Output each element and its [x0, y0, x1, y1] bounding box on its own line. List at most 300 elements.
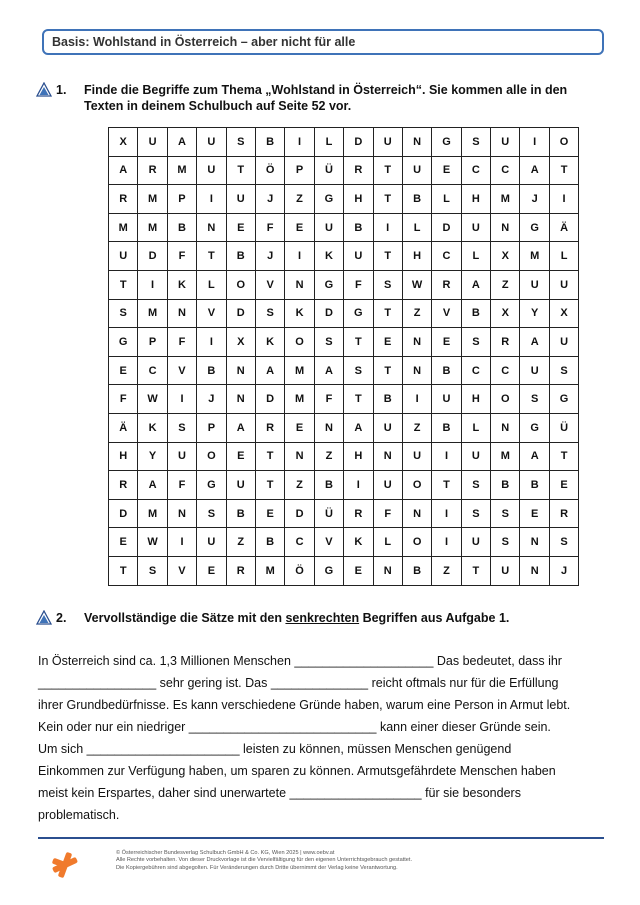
grid-row — [109, 556, 579, 585]
grid-cell: R — [109, 185, 138, 214]
grid-cell: I — [549, 185, 578, 214]
grid-cell: B — [402, 556, 431, 585]
grid-cell: N — [491, 213, 520, 242]
grid-cell: M — [138, 213, 167, 242]
grid-cell: T — [432, 471, 461, 500]
grid-cell: T — [109, 270, 138, 299]
grid-cell: D — [138, 242, 167, 271]
publisher-logo — [50, 850, 80, 880]
grid-cell: T — [373, 185, 402, 214]
task-2-text-after: Begriffen aus Aufgabe 1. — [359, 611, 510, 625]
grid-cell: N — [167, 499, 196, 528]
grid-cell: Ö — [285, 556, 314, 585]
grid-cell: U — [432, 385, 461, 414]
grid-cell: R — [226, 556, 255, 585]
grid-cell: R — [432, 270, 461, 299]
task-2-text-underlined: senkrechten — [285, 611, 360, 625]
grid-cell: I — [520, 128, 549, 157]
grid-cell: Z — [402, 413, 431, 442]
grid-cell: N — [491, 413, 520, 442]
grid-cell: F — [167, 242, 196, 271]
grid-cell: B — [255, 528, 284, 557]
footer-divider — [38, 837, 604, 839]
grid-cell: S — [109, 299, 138, 328]
grid-cell: Z — [314, 442, 343, 471]
grid-cell: B — [314, 471, 343, 500]
grid-cell: U — [226, 185, 255, 214]
grid-cell: L — [197, 270, 226, 299]
grid-cell: G — [549, 385, 578, 414]
grid-cell: T — [461, 556, 490, 585]
grid-cell: N — [226, 356, 255, 385]
grid-cell: O — [402, 528, 431, 557]
grid-cell: G — [344, 299, 373, 328]
grid-row — [109, 499, 579, 528]
grid-cell: I — [373, 213, 402, 242]
grid-cell: N — [373, 556, 402, 585]
grid-cell: N — [402, 356, 431, 385]
paragraph-line: ihrer Grundbedürfnisse. Es kann verschiedene Gründe haben, warum eine Person in Armut lebt. — [38, 698, 571, 712]
paragraph-line: Einkommen zur Verfügung haben, um sparen zu können. Armutsgefährdete Menschen haben — [38, 764, 556, 778]
grid-cell: U — [138, 128, 167, 157]
grid-cell: C — [491, 156, 520, 185]
paragraph-line: Kein oder nur ein niedriger ___________________________ kann einer dieser Gründe sein. — [38, 720, 551, 734]
grid-cell: O — [402, 471, 431, 500]
grid-cell: U — [373, 413, 402, 442]
grid-cell: B — [373, 385, 402, 414]
grid-cell: B — [197, 356, 226, 385]
grid-cell: D — [344, 128, 373, 157]
grid-cell: A — [255, 356, 284, 385]
grid-cell: L — [314, 128, 343, 157]
grid-row — [109, 413, 579, 442]
grid-cell: S — [461, 499, 490, 528]
grid-cell: L — [402, 213, 431, 242]
grid-cell: O — [549, 128, 578, 157]
grid-cell: I — [138, 270, 167, 299]
grid-cell: H — [461, 385, 490, 414]
grid-cell: U — [344, 242, 373, 271]
grid-cell: V — [167, 556, 196, 585]
grid-cell: P — [138, 328, 167, 357]
grid-cell: N — [402, 499, 431, 528]
grid-cell: M — [138, 299, 167, 328]
grid-cell: G — [197, 471, 226, 500]
grid-cell: F — [314, 385, 343, 414]
task-2-text-before: Vervollständige die Sätze mit den — [84, 611, 286, 625]
grid-cell: R — [549, 499, 578, 528]
grid-cell: H — [402, 242, 431, 271]
grid-cell: A — [167, 128, 196, 157]
grid-cell: D — [255, 385, 284, 414]
grid-cell: T — [373, 299, 402, 328]
grid-cell: F — [344, 270, 373, 299]
grid-row — [109, 356, 579, 385]
grid-cell: E — [285, 413, 314, 442]
grid-cell: I — [344, 471, 373, 500]
grid-cell: K — [285, 299, 314, 328]
grid-cell: L — [461, 413, 490, 442]
grid-cell: B — [491, 471, 520, 500]
grid-cell: S — [226, 128, 255, 157]
grid-cell: B — [432, 413, 461, 442]
grid-cell: E — [109, 356, 138, 385]
grid-cell: A — [461, 270, 490, 299]
grid-cell: U — [373, 128, 402, 157]
grid-cell: M — [138, 499, 167, 528]
grid-cell: E — [432, 328, 461, 357]
grid-cell: Y — [138, 442, 167, 471]
grid-cell: P — [285, 156, 314, 185]
grid-cell: B — [520, 471, 549, 500]
grid-cell: C — [461, 356, 490, 385]
grid-cell: G — [314, 270, 343, 299]
grid-cell: U — [461, 442, 490, 471]
task-1 — [36, 82, 596, 116]
grid-cell: R — [344, 156, 373, 185]
grid-cell: A — [314, 356, 343, 385]
grid-cell: T — [226, 156, 255, 185]
paragraph-line: meist kein Erspartes, daher sind unerwartete ___________________ für sie besonders — [38, 786, 521, 800]
grid-cell: F — [109, 385, 138, 414]
grid-cell: B — [255, 128, 284, 157]
grid-cell: M — [255, 556, 284, 585]
grid-cell: X — [491, 242, 520, 271]
grid-cell: H — [344, 185, 373, 214]
grid-cell: P — [167, 185, 196, 214]
task-2 — [36, 610, 596, 628]
grid-row — [109, 442, 579, 471]
grid-cell: R — [255, 413, 284, 442]
grid-cell: E — [285, 213, 314, 242]
grid-cell: R — [344, 499, 373, 528]
grid-cell: S — [314, 328, 343, 357]
grid-cell: Z — [285, 185, 314, 214]
grid-cell: U — [402, 442, 431, 471]
grid-cell: O — [491, 385, 520, 414]
grid-cell: U — [549, 328, 578, 357]
grid-row — [109, 528, 579, 557]
grid-row — [109, 328, 579, 357]
grid-cell: K — [344, 528, 373, 557]
grid-cell: W — [402, 270, 431, 299]
grid-cell: T — [344, 385, 373, 414]
grid-cell: N — [402, 128, 431, 157]
grid-cell: U — [197, 128, 226, 157]
grid-cell: X — [491, 299, 520, 328]
task-1-instruction: Finde die Begriffe zum Thema „Wohlstand in Österreich“. Sie kommen alle in den Texten in deinem Schulbuch auf Seite 52 vor. — [84, 83, 568, 113]
grid-cell: H — [109, 442, 138, 471]
grid-cell: S — [461, 471, 490, 500]
grid-cell: E — [344, 556, 373, 585]
grid-cell: U — [549, 270, 578, 299]
grid-cell: W — [138, 528, 167, 557]
grid-cell: Ä — [109, 413, 138, 442]
grid-cell: X — [226, 328, 255, 357]
grid-cell: U — [461, 528, 490, 557]
grid-cell: U — [520, 356, 549, 385]
grid-cell: T — [549, 442, 578, 471]
grid-cell: M — [491, 185, 520, 214]
grid-cell: N — [373, 442, 402, 471]
grid-cell: B — [344, 213, 373, 242]
grid-cell: N — [520, 556, 549, 585]
grid-cell: O — [285, 328, 314, 357]
paragraph-line: _________________ sehr gering ist. Das ______________ reicht oftmals nur für die Erfüllung — [38, 676, 559, 690]
grid-cell: Z — [402, 299, 431, 328]
grid-cell: S — [167, 413, 196, 442]
grid-cell: Z — [491, 270, 520, 299]
task-2-instruction — [84, 610, 509, 626]
grid-cell: F — [167, 328, 196, 357]
grid-cell: N — [402, 328, 431, 357]
grid-cell: T — [197, 242, 226, 271]
grid-row — [109, 270, 579, 299]
grid-cell: I — [197, 185, 226, 214]
grid-cell: S — [255, 299, 284, 328]
grid-cell: E — [109, 528, 138, 557]
grid-cell: N — [285, 270, 314, 299]
grid-row — [109, 185, 579, 214]
grid-cell: M — [285, 385, 314, 414]
grid-cell: D — [226, 299, 255, 328]
grid-cell: K — [314, 242, 343, 271]
grid-cell: C — [432, 242, 461, 271]
grid-cell: N — [226, 385, 255, 414]
grid-cell: V — [314, 528, 343, 557]
grid-cell: A — [138, 471, 167, 500]
grid-cell: L — [432, 185, 461, 214]
grid-cell: M — [520, 242, 549, 271]
grid-cell: E — [255, 499, 284, 528]
grid-cell: E — [197, 556, 226, 585]
paragraph-line: problematisch. — [38, 808, 120, 822]
grid-cell: K — [255, 328, 284, 357]
grid-cell: E — [226, 213, 255, 242]
grid-cell: T — [373, 242, 402, 271]
grid-cell: V — [197, 299, 226, 328]
grid-cell: J — [197, 385, 226, 414]
grid-cell: A — [344, 413, 373, 442]
worksheet-title-box — [42, 29, 604, 55]
grid-cell: A — [520, 442, 549, 471]
grid-row — [109, 299, 579, 328]
grid-cell: S — [549, 528, 578, 557]
grid-cell: S — [461, 328, 490, 357]
grid-cell: S — [138, 556, 167, 585]
grid-row — [109, 213, 579, 242]
grid-cell: U — [314, 213, 343, 242]
grid-cell: V — [432, 299, 461, 328]
grid-cell: C — [491, 356, 520, 385]
grid-cell: S — [491, 528, 520, 557]
grid-cell: I — [285, 242, 314, 271]
grid-cell: U — [402, 156, 431, 185]
grid-cell: T — [373, 356, 402, 385]
cloze-paragraph — [38, 650, 598, 826]
grid-cell: J — [255, 185, 284, 214]
grid-cell: S — [373, 270, 402, 299]
grid-cell: E — [373, 328, 402, 357]
grid-cell: F — [373, 499, 402, 528]
grid-cell: E — [432, 156, 461, 185]
grid-cell: H — [344, 442, 373, 471]
grid-cell: G — [432, 128, 461, 157]
grid-cell: A — [109, 156, 138, 185]
grid-cell: I — [432, 499, 461, 528]
grid-cell: N — [314, 413, 343, 442]
task-2-number: 2. — [56, 611, 67, 625]
footer-line: Alle Rechte vorbehalten. Von dieser Druckvorlage ist die Vervielfältigung für den eigenen Unterrichtsgebrauch gestattet. — [116, 857, 413, 864]
grid-cell: D — [109, 499, 138, 528]
grid-cell: Ü — [314, 156, 343, 185]
grid-cell: M — [138, 185, 167, 214]
worksheet-title: Basis: Wohlstand in Österreich – aber nicht für alle — [52, 35, 356, 49]
grid-cell: F — [167, 471, 196, 500]
grid-cell: I — [197, 328, 226, 357]
grid-cell: B — [461, 299, 490, 328]
paragraph-line: Um sich ______________________ leisten zu können, müssen Menschen genügend — [38, 742, 512, 756]
grid-cell: R — [491, 328, 520, 357]
grid-cell: T — [373, 156, 402, 185]
grid-cell: Z — [285, 471, 314, 500]
grid-row — [109, 156, 579, 185]
grid-cell: M — [109, 213, 138, 242]
grid-cell: T — [255, 442, 284, 471]
grid-cell: D — [432, 213, 461, 242]
mountain-triangle-icon — [36, 82, 52, 98]
grid-cell: S — [491, 499, 520, 528]
footer-line: Die Kopiergebühren sind abgegolten. Für Veränderungen durch Dritte übernimmt der Verlag keine Verantwortung. — [116, 864, 398, 871]
grid-cell: T — [109, 556, 138, 585]
grid-cell: I — [167, 385, 196, 414]
grid-cell: U — [109, 242, 138, 271]
grid-cell: G — [520, 213, 549, 242]
grid-cell: I — [402, 385, 431, 414]
grid-cell: Ä — [549, 213, 578, 242]
grid-cell: U — [491, 128, 520, 157]
grid-cell: Ö — [255, 156, 284, 185]
grid-cell: V — [167, 356, 196, 385]
grid-cell: I — [285, 128, 314, 157]
grid-cell: R — [138, 156, 167, 185]
grid-cell: K — [167, 270, 196, 299]
grid-cell: G — [314, 185, 343, 214]
grid-cell: U — [226, 471, 255, 500]
grid-cell: K — [138, 413, 167, 442]
grid-cell: H — [461, 185, 490, 214]
grid-cell: L — [373, 528, 402, 557]
grid-cell: W — [138, 385, 167, 414]
grid-cell: M — [491, 442, 520, 471]
grid-cell: Z — [432, 556, 461, 585]
grid-cell: N — [520, 528, 549, 557]
grid-cell: J — [549, 556, 578, 585]
grid-cell: A — [226, 413, 255, 442]
grid-cell: Ü — [549, 413, 578, 442]
grid-cell: Ü — [314, 499, 343, 528]
grid-cell: S — [461, 128, 490, 157]
grid-cell: M — [285, 356, 314, 385]
grid-cell: U — [197, 156, 226, 185]
task-1-number: 1. — [56, 83, 67, 97]
grid-cell: U — [197, 528, 226, 557]
footer-copyright — [116, 850, 576, 872]
grid-cell: J — [520, 185, 549, 214]
grid-cell: I — [432, 442, 461, 471]
grid-cell: N — [197, 213, 226, 242]
grid-cell: L — [461, 242, 490, 271]
grid-cell: E — [226, 442, 255, 471]
grid-cell: R — [109, 471, 138, 500]
grid-cell: U — [461, 213, 490, 242]
grid-cell: S — [197, 499, 226, 528]
grid-row — [109, 242, 579, 271]
grid-cell: Y — [520, 299, 549, 328]
grid-cell: B — [432, 356, 461, 385]
grid-cell: U — [491, 556, 520, 585]
grid-cell: X — [109, 128, 138, 157]
grid-cell: N — [167, 299, 196, 328]
grid-cell: G — [109, 328, 138, 357]
grid-cell: C — [285, 528, 314, 557]
grid-cell: E — [549, 471, 578, 500]
grid-cell: O — [226, 270, 255, 299]
grid-row — [109, 471, 579, 500]
grid-cell: U — [167, 442, 196, 471]
grid-cell: T — [344, 328, 373, 357]
grid-cell: S — [344, 356, 373, 385]
grid-cell: E — [520, 499, 549, 528]
grid-cell: T — [549, 156, 578, 185]
grid-cell: D — [285, 499, 314, 528]
grid-cell: T — [255, 471, 284, 500]
grid-cell: O — [197, 442, 226, 471]
grid-row — [109, 128, 579, 157]
grid-cell: N — [285, 442, 314, 471]
grid-cell: Z — [226, 528, 255, 557]
grid-cell: C — [461, 156, 490, 185]
paragraph-line: In Österreich sind ca. 1,3 Millionen Menschen ____________________ Das bedeutet, dass ihr — [38, 654, 562, 668]
grid-cell: P — [197, 413, 226, 442]
word-search-grid — [108, 127, 579, 586]
grid-cell: A — [520, 156, 549, 185]
grid-cell: F — [255, 213, 284, 242]
grid-cell: U — [373, 471, 402, 500]
grid-cell: I — [432, 528, 461, 557]
grid-cell: C — [138, 356, 167, 385]
grid-cell: V — [255, 270, 284, 299]
grid-cell: B — [226, 499, 255, 528]
grid-cell: G — [520, 413, 549, 442]
grid-cell: S — [549, 356, 578, 385]
grid-cell: M — [167, 156, 196, 185]
grid-cell: B — [167, 213, 196, 242]
grid-cell: X — [549, 299, 578, 328]
grid-cell: G — [314, 556, 343, 585]
mountain-triangle-icon — [36, 610, 52, 626]
grid-cell: I — [167, 528, 196, 557]
grid-row — [109, 385, 579, 414]
grid-cell: L — [549, 242, 578, 271]
grid-cell: J — [255, 242, 284, 271]
grid-cell: B — [226, 242, 255, 271]
grid-cell: D — [314, 299, 343, 328]
grid-cell: B — [402, 185, 431, 214]
grid-cell: S — [520, 385, 549, 414]
footer-line: © Österreichischer Bundesverlag Schulbuch GmbH & Co. KG, Wien 2025 | www.oebv.at — [116, 850, 335, 856]
grid-cell: A — [520, 328, 549, 357]
